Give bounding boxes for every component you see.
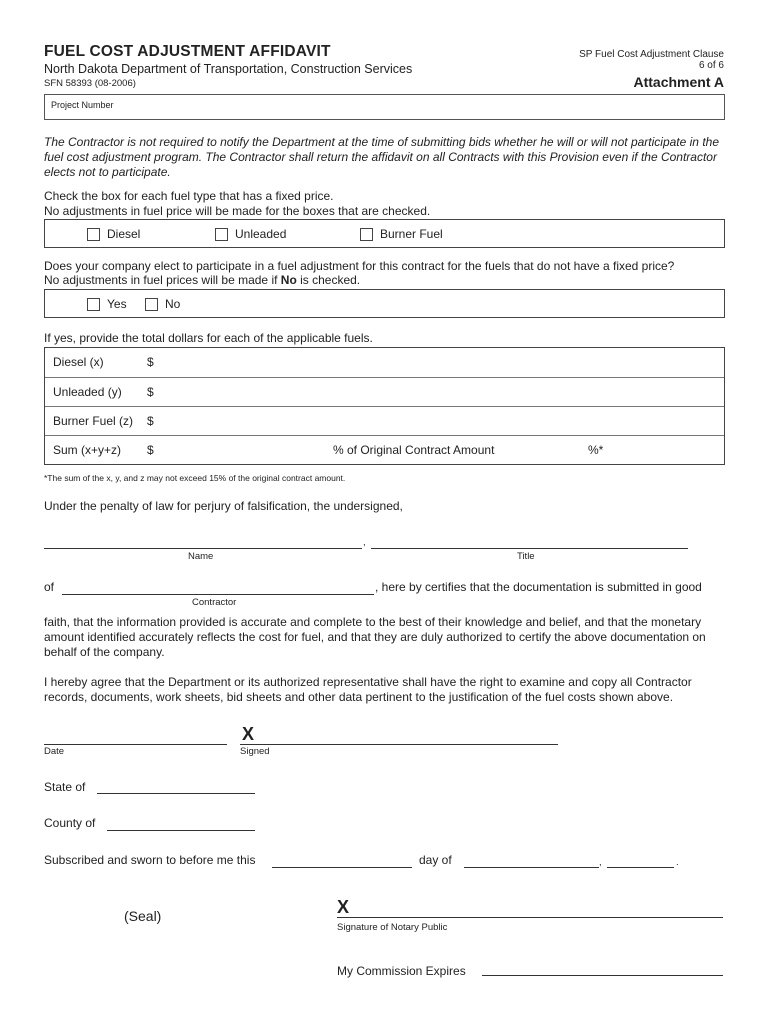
year-line[interactable] bbox=[607, 867, 674, 868]
fuel-totals-table bbox=[44, 347, 725, 465]
unleaded-checkbox-option[interactable] bbox=[215, 227, 286, 241]
fixed-price-box bbox=[44, 219, 725, 248]
contractor-label: Contractor bbox=[192, 597, 237, 608]
no-checkbox[interactable] bbox=[145, 298, 158, 311]
dollar-sign: $ bbox=[147, 385, 154, 399]
attachment-label: Attachment A bbox=[633, 74, 724, 90]
commission-expires-line[interactable] bbox=[482, 975, 723, 976]
table-row[interactable] bbox=[45, 348, 724, 377]
date-line[interactable] bbox=[44, 744, 227, 745]
no-checkbox-option[interactable] bbox=[145, 297, 180, 311]
burner-fuel-total-label: Burner Fuel (z) bbox=[53, 414, 134, 428]
month-line[interactable] bbox=[464, 867, 599, 868]
state-label: State of bbox=[44, 780, 86, 794]
contractor-line[interactable] bbox=[62, 594, 374, 595]
fixed-price-instruction: Check the box for each fuel type that has a fixed price. bbox=[44, 189, 334, 203]
signature-x-mark: X bbox=[242, 724, 255, 744]
divider bbox=[44, 119, 725, 120]
page-number: 6 of 6 bbox=[698, 60, 724, 71]
agreement-statement: I hereby agree that the Department or its authorized representative shall have the right to examine and copy all Contractor records, documents, work sheets, bid sheets and other data pertinent to the justification of the fuel costs shown above. bbox=[44, 675, 692, 704]
project-number-label: Project Number bbox=[51, 100, 114, 110]
participate-note: No adjustments in fuel prices will be made if No is checked. bbox=[44, 273, 361, 287]
title-label: Title bbox=[517, 551, 535, 562]
yes-checkbox[interactable] bbox=[87, 298, 100, 311]
name-label: Name bbox=[188, 551, 214, 562]
notary-signature-line[interactable] bbox=[337, 917, 723, 918]
seal-label: (Seal) bbox=[124, 908, 162, 924]
participate-box bbox=[44, 289, 725, 318]
county-label: County of bbox=[44, 816, 96, 830]
percent-sign: %* bbox=[588, 443, 604, 457]
unleaded-label: Unleaded bbox=[235, 227, 287, 241]
sum-total-label: Sum (x+y+z) bbox=[53, 443, 122, 457]
signature-line[interactable] bbox=[240, 744, 558, 745]
period: . bbox=[676, 857, 679, 868]
form-title: FUEL COST ADJUSTMENT AFFIDAVIT bbox=[44, 43, 331, 60]
title-line[interactable] bbox=[371, 548, 688, 549]
no-label: No bbox=[165, 297, 181, 311]
sworn-day-line[interactable] bbox=[272, 867, 412, 868]
footnote: *The sum of the x, y, and z may not exceed 15% of the original contract amount. bbox=[44, 473, 346, 483]
dollar-sign: $ bbox=[147, 443, 154, 457]
table-row[interactable] bbox=[45, 377, 724, 406]
notary-signature-label: Signature of Notary Public bbox=[337, 922, 448, 933]
burner-fuel-label: Burner Fuel bbox=[380, 227, 443, 241]
totals-instruction: If yes, provide the total dollars for each of the applicable fuels. bbox=[44, 331, 373, 345]
notary-x-mark: X bbox=[337, 897, 350, 917]
table-row[interactable] bbox=[45, 435, 724, 464]
certifies-text: , here by certifies that the documentation is submitted in good bbox=[375, 580, 702, 594]
participate-question: Does your company elect to participate in a fuel adjustment for this contract for the fuels that do not have a fixed price? bbox=[44, 259, 675, 273]
diesel-total-label: Diesel (x) bbox=[53, 355, 104, 369]
unleaded-total-label: Unleaded (y) bbox=[53, 385, 122, 399]
project-number-field[interactable] bbox=[44, 94, 725, 120]
name-line[interactable] bbox=[44, 548, 362, 549]
comma: , bbox=[599, 857, 602, 868]
commission-expires-label: My Commission Expires bbox=[337, 964, 466, 978]
intro-text: The Contractor is not required to notify the Department at the time of submitting bids whether he will or will not participate in the fuel cost adjustment program. The Contractor shall return the affidavit on all Contracts with this Provision even if the Contractor elects not to participate. bbox=[44, 135, 719, 179]
county-line[interactable] bbox=[107, 830, 255, 831]
fixed-price-note: No adjustments in fuel price will be made for the boxes that are checked. bbox=[44, 204, 431, 218]
percent-contract-label: % of Original Contract Amount bbox=[333, 443, 495, 457]
table-row[interactable] bbox=[45, 406, 724, 435]
yes-checkbox-option[interactable] bbox=[87, 297, 127, 311]
of-label: of bbox=[44, 580, 55, 594]
clause-label: SP Fuel Cost Adjustment Clause bbox=[579, 49, 724, 60]
perjury-statement: Under the penalty of law for perjury of falsification, the undersigned, bbox=[44, 499, 403, 513]
date-label: Date bbox=[44, 746, 65, 757]
yes-label: Yes bbox=[107, 297, 127, 311]
faith-statement: faith, that the information provided is accurate and complete to the best of their knowledge and belief, and that the monetary amount identified accurately reflects the cost for fuel, and that they are duly authorized to certify the above documentation on behalf of the company. bbox=[44, 615, 706, 659]
sworn-label: Subscribed and sworn to before me this bbox=[44, 853, 256, 867]
unleaded-checkbox[interactable] bbox=[215, 228, 228, 241]
burner-fuel-checkbox[interactable] bbox=[360, 228, 373, 241]
department-subtitle: North Dakota Department of Transportation, Construction Services bbox=[44, 62, 413, 76]
burner-fuel-checkbox-option[interactable] bbox=[360, 227, 443, 241]
dollar-sign: $ bbox=[147, 355, 154, 369]
signed-label: Signed bbox=[240, 746, 270, 757]
day-of-label: day of bbox=[419, 853, 452, 867]
comma: , bbox=[363, 537, 366, 548]
form-number: SFN 58393 (08-2006) bbox=[44, 78, 136, 89]
diesel-label: Diesel bbox=[107, 227, 141, 241]
diesel-checkbox[interactable] bbox=[87, 228, 100, 241]
state-line[interactable] bbox=[97, 793, 255, 794]
dollar-sign: $ bbox=[147, 414, 154, 428]
diesel-checkbox-option[interactable] bbox=[87, 227, 140, 241]
